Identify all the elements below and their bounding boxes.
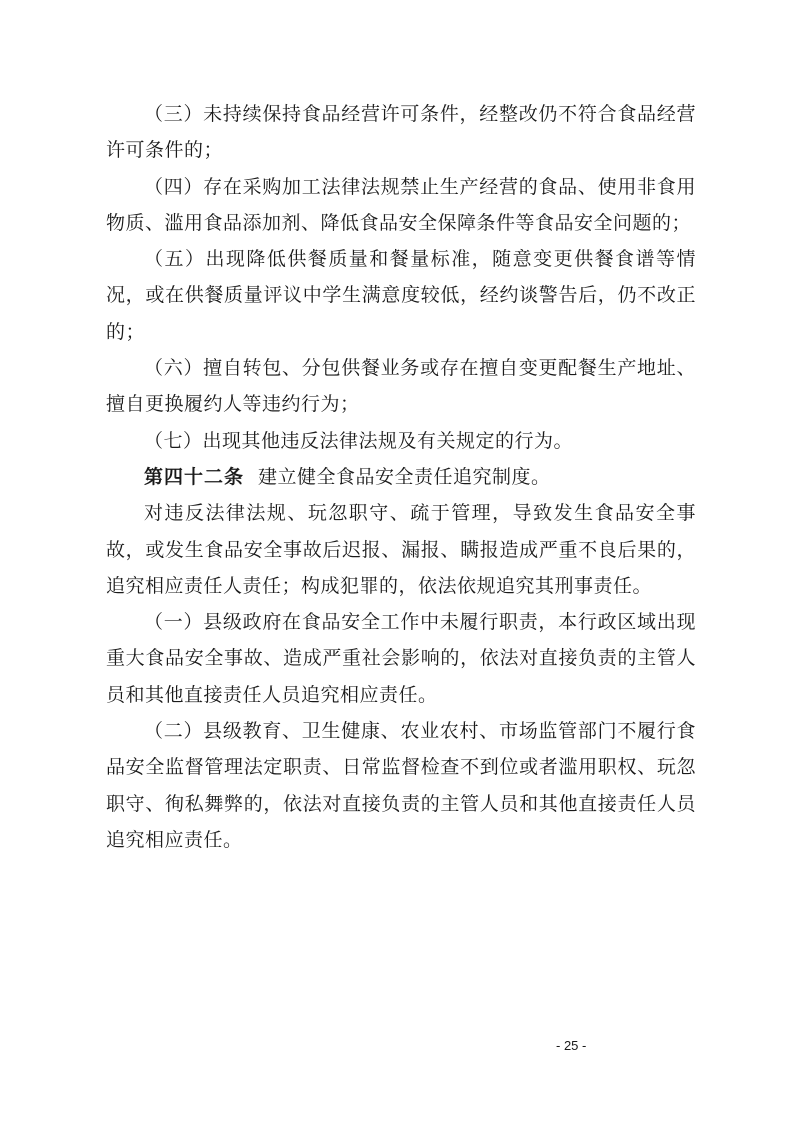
document-body (106, 96, 696, 858)
clause-5: （五）出现降低供餐质量和餐量标准，随意变更供餐食谱等情况，或在供餐质量评议中学生满意度较低，经约谈警告后，仍不改正的； (106, 248, 696, 343)
article-text: 建立健全食品安全责任追究制度。 (258, 465, 551, 488)
clause-3: （三）未持续保持食品经营许可条件，经整改仍不符合食品经营许可条件的； (106, 103, 696, 162)
clause-7: （七）出现其他违反法律法规及有关规定的行为。 (144, 429, 574, 452)
article-heading: 第四十二条 (144, 465, 245, 488)
page-number: - 25 - (556, 1038, 587, 1053)
article-42-body: 对违反法律法规、玩忽职守、疏于管理，导致发生食品安全事故，或发生食品安全事故后迟报、漏报、瞒报造成严重不良后果的，追究相应责任人责任；构成犯罪的，依法依规追究其刑事责任。 (106, 502, 696, 597)
article-42 (106, 459, 696, 495)
clause-4: （四）存在采购加工法律法规禁止生产经营的食品、使用非食用物质、滥用食品添加剂、降低食品安全保障条件等食品安全问题的； (106, 175, 696, 234)
article-42-item-1: （一）县级政府在食品安全工作中未履行职责，本行政区域出现重大食品安全事故、造成严重社会影响的，依法对直接负责的主管人员和其他直接责任人员追究相应责任。 (106, 611, 696, 706)
clause-6: （六）擅自转包、分包供餐业务或存在擅自变更配餐生产地址、擅自更换履约人等违约行为； (106, 357, 696, 416)
article-42-item-2: （二）县级教育、卫生健康、农业农村、市场监管部门不履行食品安全监督管理法定职责、日常监督检查不到位或者滥用职权、玩忽职守、徇私舞弊的，依法对直接负责的主管人员和其他直接责任人员追究相应责任。 (106, 720, 696, 851)
